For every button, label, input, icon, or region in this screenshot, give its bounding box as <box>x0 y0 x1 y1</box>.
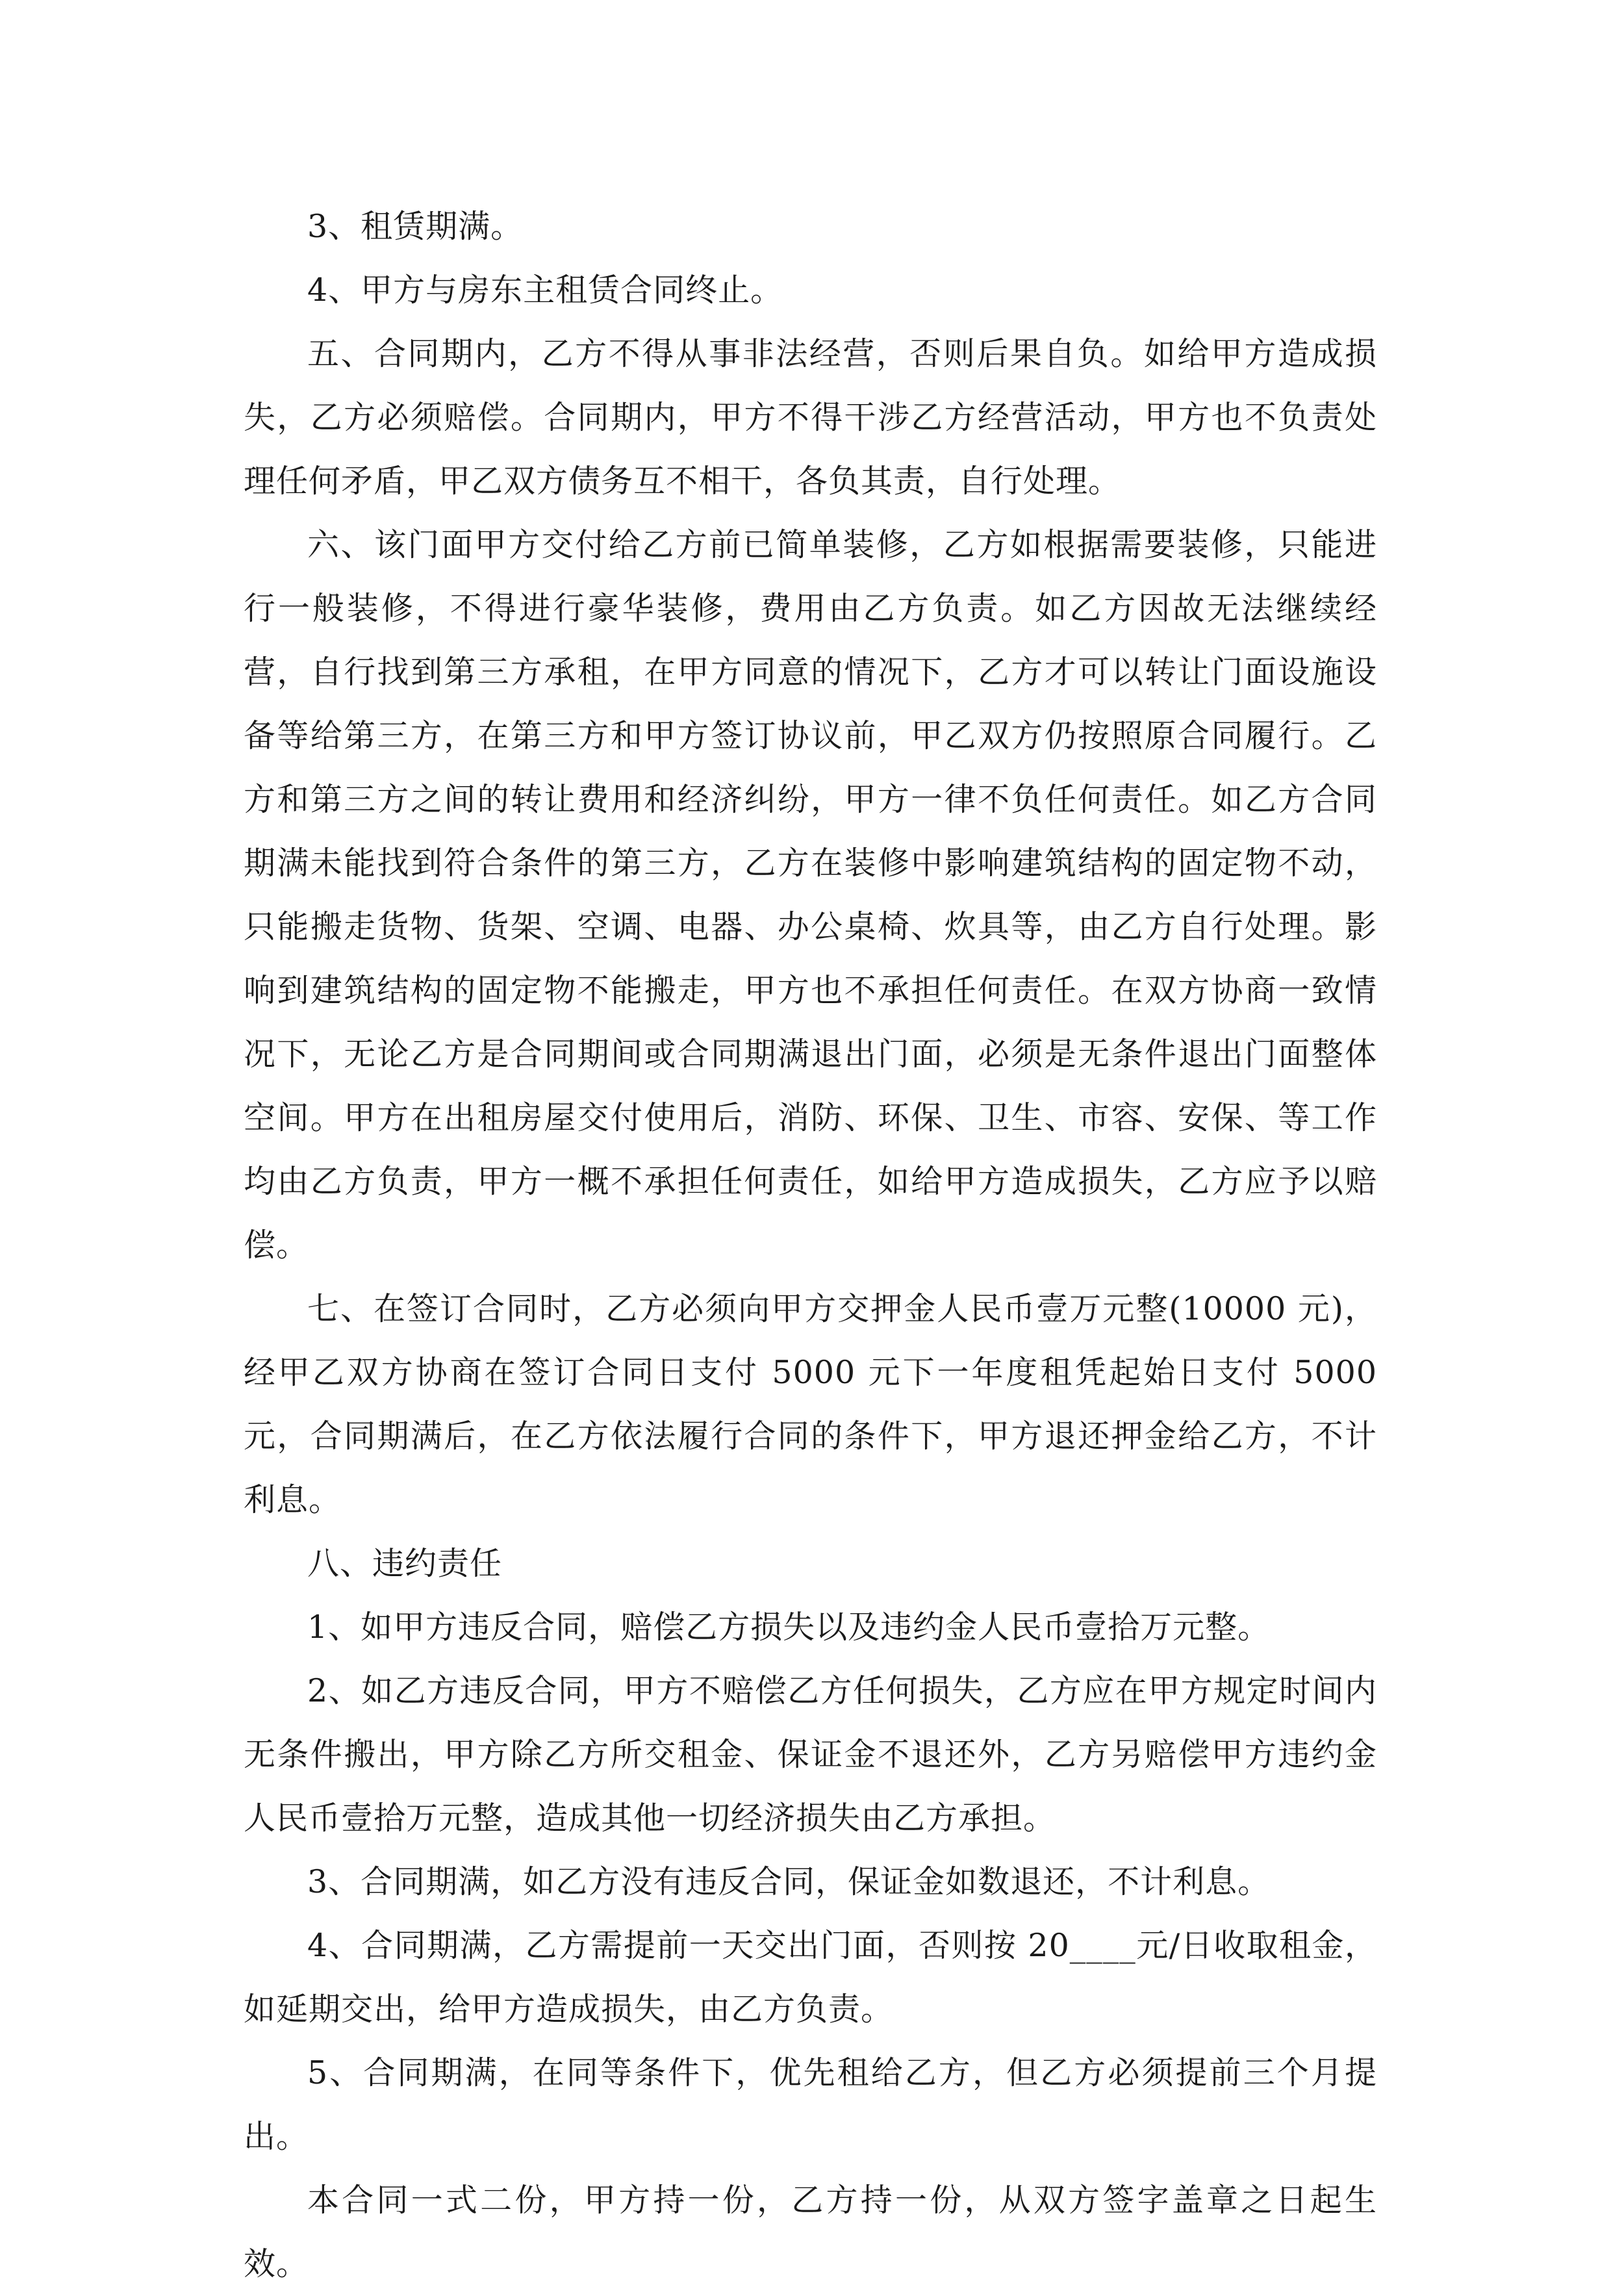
breach-clause-1: 1、如甲方违反合同，赔偿乙方损失以及违约金人民币壹拾万元整。 <box>307 1609 1271 1646</box>
breach-clause-3: 3、合同期满，如乙方没有违反合同，保证金如数退还，不计利息。 <box>307 1863 1271 1900</box>
breach-clause-4: 4、合同期满，乙方需提前一天交出门面，否则按 20____元/日收取租金，如延期交出，给甲方造成损失，由乙方负责。 <box>244 1927 1377 2028</box>
closing-statement: 本合同一式二份，甲方持一份，乙方持一份，从双方签字盖章之日起生效。 <box>244 2182 1377 2282</box>
clause-3-lease-expiry: 3、租赁期满。 <box>307 208 524 245</box>
breach-clause-2: 2、如乙方违反合同，甲方不赔偿乙方任何损失，乙方应在甲方规定时间内无条件搬出，甲方除乙方所交租金、保证金不退还外，乙方另赔偿甲方违约金人民币壹拾万元整，造成其他一切经济损失由乙方承担。 <box>244 1672 1377 1837</box>
document-body <box>244 195 1377 2296</box>
clause-4-master-lease-termination: 4、甲方与房东主租赁合同终止。 <box>307 272 783 309</box>
section-5-business-conduct: 五、合同期内，乙方不得从事非法经营，否则后果自负。如给甲方造成损失，乙方必须赔偿。合同期内，甲方不得干涉乙方经营活动，甲方也不负责处理任何矛盾，甲乙双方债务互不相干，各负其责，自行处理。 <box>244 335 1377 500</box>
section-8-heading: 八、违约责任 <box>307 1545 503 1582</box>
section-6-renovation-transfer: 六、该门面甲方交付给乙方前已简单装修，乙方如根据需要装修，只能进行一般装修，不得进行豪华装修，费用由乙方负责。如乙方因故无法继续经营，自行找到第三方承租，在甲方同意的情况下，乙方才可以转让门面设施设备等给第三方，在第三方和甲方签订协议前，甲乙双方仍按照原合同履行。乙方和第三方之间的转让费用和经济纠纷，甲方一律不负任何责任。如乙方合同期满未能找到符合条件的第三方，乙方在装修中影响建筑结构的固定物不动，只能搬走货物、货架、空调、电器、办公桌椅、炊具等，由乙方自行处理。影响到建筑结构的固定物不能搬走，甲方也不承担任何责任。在双方协商一致情况下，无论乙方是合同期间或合同期满退出门面，必须是无条件退出门面整体空间。甲方在出租房屋交付使用后，消防、环保、卫生、市容、安保、等工作均由乙方负责，甲方一概不承担任何责任，如给甲方造成损失，乙方应予以赔偿。 <box>244 526 1377 1264</box>
section-7-deposit: 七、在签订合同时，乙方必须向甲方交押金人民币壹万元整(10000 元)，经甲乙双方协商在签订合同日支付 5000 元下一年度租凭起始日支付 5000 元，合同期满后，在乙方依法履行合同的条件下，甲方退还押金给乙方，不计利息。 <box>244 1290 1377 1518</box>
breach-clause-5: 5、合同期满，在同等条件下，优先租给乙方，但乙方必须提前三个月提出。 <box>244 2054 1377 2155</box>
